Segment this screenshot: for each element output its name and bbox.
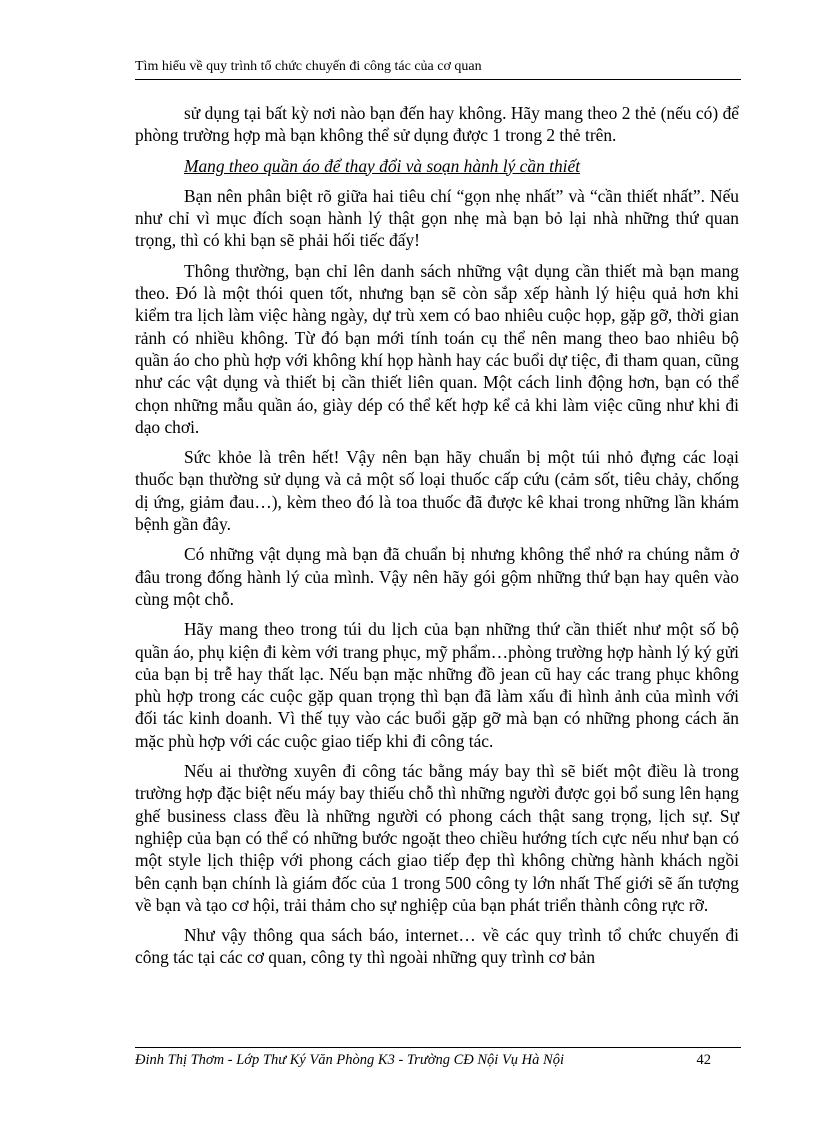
header-title: Tìm hiểu về quy trình tổ chức chuyến đi công tác của cơ quan: [135, 59, 482, 74]
paragraph: Sức khỏe là trên hết! Vậy nên bạn hãy chuẩn bị một túi nhỏ đựng các loại thuốc bạn thường sử dụng và cả một số loại thuốc cấp cứu (cảm sốt, tiêu chảy, chống dị ứng, giảm đau…), kèm theo đó là toa thuốc đã được kê khai trong những lần khám bệnh gần đây.: [135, 447, 739, 535]
paragraph: Hãy mang theo trong túi du lịch của bạn những thứ cần thiết như một số bộ quần áo, phụ kiện đi kèm với trang phục, mỹ phẩm…phòng trường hợp hành lý ký gửi của bạn bị trễ hay thất lạc. Nếu bạn mặc những đồ jean cũ hay các trang phục không phù hợp trong các cuộc gặp quan trọng thì bạn đã làm xấu đi hình ảnh của mình với đối tác kinh doanh. Vì thế tụy vào các buổi gặp gỡ mà bạn có những phong cách ăn mặc phù hợp với các cuộc giao tiếp khi đi công tác.: [135, 619, 739, 751]
paragraph: Bạn nên phân biệt rõ giữa hai tiêu chí “gọn nhẹ nhất” và “cần thiết nhất”. Nếu như chỉ vì mục đích soạn hành lý thật gọn nhẹ mà bạn bỏ lại nhà những thứ quan trọng, thì có khi bạn sẽ phải hối tiếc đấy!: [135, 185, 739, 251]
page-header: [135, 58, 741, 80]
paragraph: Thông thường, bạn chỉ lên danh sách những vật dụng cần thiết mà bạn mang theo. Đó là một thói quen tốt, nhưng bạn sẽ còn sắp xếp hành lý hiệu quả hơn khi kiểm tra lịch làm việc hàng ngày, dự trù xem có bao nhiêu cuộc họp, gặp gỡ, thời gian rảnh có nhiều không. Từ đó bạn mới tính toán cụ thể nên mang theo bao nhiêu bộ quần áo cho phù hợp với không khí họp hành hay các buổi dự tiệc, đi tham quan, cũng như các vật dụng và thiết bị cần thiết liên quan. Một cách linh động hơn, bạn có thể chọn những mẫu quần áo, giày dép có thể kết hợp kể cả khi làm việc cũng như khi đi dạo chơi.: [135, 260, 739, 437]
page-number: 42: [696, 1052, 711, 1068]
paragraph: Nếu ai thường xuyên đi công tác bằng máy bay thì sẽ biết một điều là trong trường hợp đặc biệt nếu máy bay thiếu chỗ thì những người được gọi bổ sung lên hạng ghế business class đều là những người có phong cách thật sang trọng, lịch sự. Sự nghiệp của bạn có thể có những bước ngoặt theo chiều hướng tích cực nếu như bạn có một style lịch thiệp với phong cách giao tiếp đẹp thì không chừng hành khách ngồi bên cạnh bạn chính là giám đốc của 1 trong 500 công ty lớn nhất Thế giới sẽ ấn tượng về bạn và tạo cơ hội, trải thảm cho sự nghiệp của bạn phát triển thành công rực rỡ.: [135, 761, 739, 915]
paragraph: Như vậy thông qua sách báo, internet… về các quy trình tổ chức chuyến đi công tác tại các cơ quan, công ty thì ngoài những quy trình cơ bản: [135, 925, 739, 968]
paragraph: sử dụng tại bất kỳ nơi nào bạn đến hay không. Hãy mang theo 2 thẻ (nếu có) để phòng trường hợp mà bạn không thể sử dụng được 1 trong 2 thẻ trên.: [135, 103, 739, 146]
footer-author: Đinh Thị Thơm - Lớp Thư Ký Văn Phòng K3 - Trường CĐ Nội Vụ Hà Nội: [135, 1052, 564, 1068]
paragraph: Có những vật dụng mà bạn đã chuẩn bị nhưng không thể nhớ ra chúng nằm ở đâu trong đống hành lý của mình. Vậy nên hãy gói gộm những thứ bạn hay quên vào cùng một chỗ.: [135, 544, 739, 609]
document-body: [135, 102, 739, 977]
section-subheading: Mang theo quần áo để thay đổi và soạn hành lý cần thiết: [184, 155, 581, 176]
page-footer: [135, 1047, 741, 1069]
